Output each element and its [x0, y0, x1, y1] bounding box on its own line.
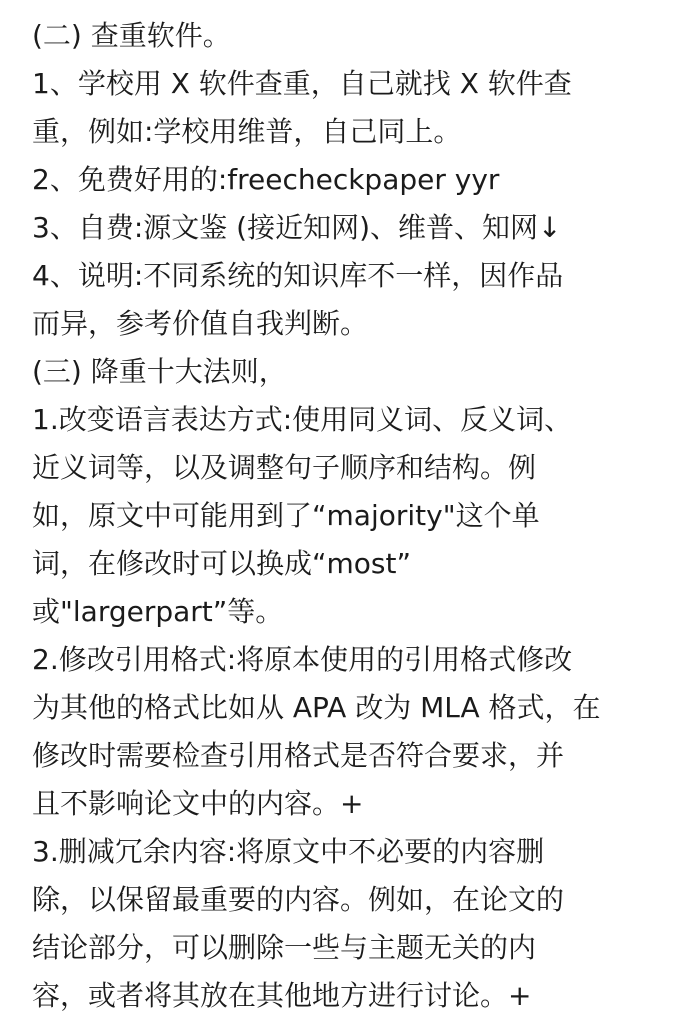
section-heading-plagiarism-software: (二) 查重软件。	[32, 19, 231, 52]
text-line: 除，以保留最重要的内容。例如，在论文的	[32, 883, 565, 916]
text-line: 1、学校用 X 软件查重，自己就找 X 软件查	[32, 67, 572, 100]
text-line: 如，原文中可能用到了“majority"这个单	[32, 499, 540, 532]
text-line: 结论部分，可以删除一些与主题无关的内	[32, 931, 537, 964]
section-heading-ten-rules: (三) 降重十大法则，	[32, 355, 287, 388]
text-line: 3.删减冗余内容:将原文中不必要的内容删	[32, 835, 545, 868]
text-line: 近义词等，以及调整句子顺序和结构。例	[32, 451, 537, 484]
text-line: 1.改变语言表达方式:使用同义词、反义词、	[32, 403, 573, 436]
text-line: 2.修改引用格式:将原本使用的引用格式修改	[32, 643, 573, 676]
text-line: 而异，参考价值自我判断。	[32, 307, 369, 340]
text-line: 3、自费:源文鉴 (接近知网)、维普、知网↓	[32, 211, 562, 244]
text-line: 为其他的格式比如从 APA 改为 MLA 格式，在	[32, 691, 601, 724]
text-line: 重，例如:学校用维普，自己同上。	[32, 115, 462, 148]
text-line: 2、免费好用的:freecheckpaper yyr	[32, 163, 500, 196]
text-line: 修改时需要检查引用格式是否符合要求，并	[32, 739, 565, 772]
text-line: 4、说明:不同系统的知识库不一样，因作品	[32, 259, 564, 292]
text-line: 或"largerpart”等。	[32, 595, 284, 628]
text-line: 容，或者将其放在其他地方进行讨论。+	[32, 979, 532, 1012]
text-line: 且不影响论文中的内容。+	[32, 787, 364, 820]
text-line: 词，在修改时可以换成“most”	[32, 547, 411, 580]
